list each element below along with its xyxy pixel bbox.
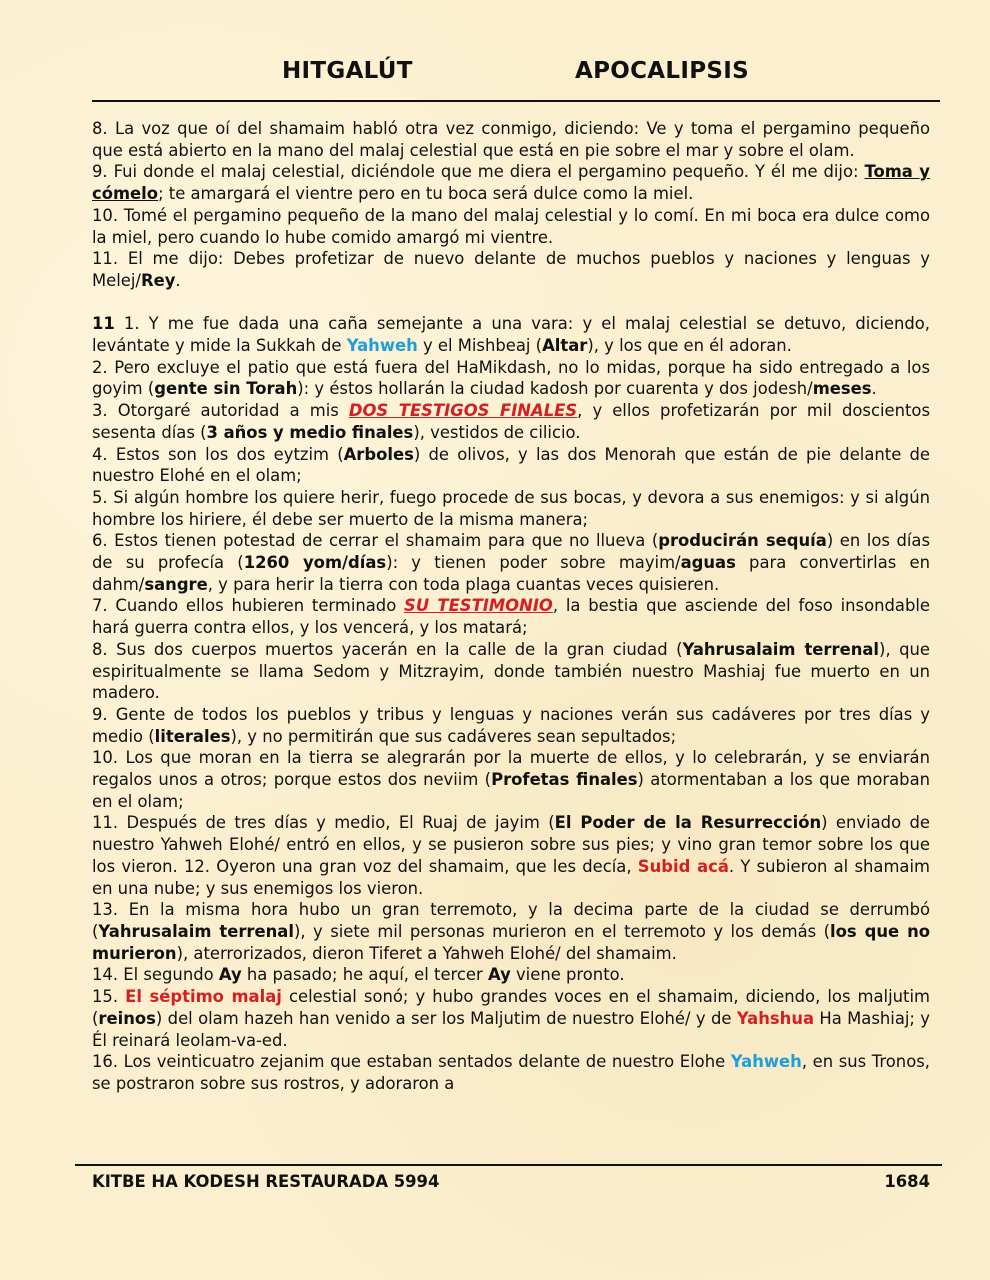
emphasis-toma: Toma y cómelo (92, 162, 930, 204)
verse-11-11: 11. Después de tres días y medio, El Ruaj de jayim (El Poder de la Resurrección) enviado de nuestro Yahweh Elohé/ entró en ellos, y se pusieron sobre sus pies; y vino gran temor sobre los que los vieron. 12. Oyeron una gran voz del shamaim, que les decía, Subid acá. Y subieron al shamaim en una nube; y sus enemigos los vieron. (92, 813, 930, 898)
verse-11-14: 14. El segundo Ay ha pasado; he aquí, el tercer Ay viene pronto. (92, 965, 625, 985)
page-footer (92, 1172, 930, 1194)
verse-11-8: 8. Sus dos cuerpos muertos yacerán en la calle de la gran ciudad (Yahrusalaim terrenal), que espiritualmente se llama Sedom y Mitzrayim, donde también nuestro Mashiaj fue muerto en un madero. (92, 639, 930, 703)
verse-11-3: 3. Otorgaré autoridad a mis DOS TESTIGOS FINALES, y ellos profetizarán por mil doscientos sesenta días (3 años y medio finales), vestidos de cilicio. (92, 401, 930, 442)
spacer (92, 292, 930, 314)
verse-11-4: 4. Estos son los dos eytzim (Arboles) de olivos, y las dos Menorah que están de pie delante de nuestro Elohé en el olam; (92, 444, 930, 486)
header-rule (92, 100, 940, 102)
verse-11-9: 9. Gente de todos los pueblos y tribus y lenguas y naciones verán sus cadáveres por tres días y medio (literales), y no permitirán que sus cadáveres sean sepultados; (92, 704, 930, 746)
verse-11-6: 6. Estos tienen potestad de cerrar el shamaim para que no llueva (producirán sequía) en los días de su profecía (1260 yom/días): y tienen poder sobre mayim/aguas para convertirlas en dahm/sangre, y para herir la tierra con toda plaga cuantas veces quisieren. (92, 531, 930, 594)
verse-10-8: 8. La voz que oí del shamaim habló otra vez conmigo, diciendo: Ve y toma el pergamino pequeño que está abierto en la mano del malaj celestial que está en pie sobre el mar y sobre el olam. (92, 119, 930, 160)
verse-10-9: 9. Fui donde el malaj celestial, diciéndole que me diera el pergamino pequeño. Y él me dijo: Toma y cómelo; te amargará el vientre pero en tu boca será dulce como la miel. (92, 162, 930, 204)
verse-11-15: 15. El séptimo malaj celestial sonó; y hubo grandes voces en el shamaim, diciendo, los maljutim (reinos) del olam hazeh han venido a ser los Maljutim de nuestro Elohé/ y de Yahshua Ha Mashiaj; y Él reinará leolam-va-ed. (92, 987, 930, 1050)
link-su-testimonio[interactable]: SU TESTIMONIO (404, 596, 553, 616)
scripture-text (92, 118, 930, 1095)
verse-10-10: 10. Tomé el pergamino pequeño de la mano del malaj celestial y lo comí. En mi boca era dulce como la miel, pero cuando lo hube comido amargó mi vientre. (92, 205, 930, 247)
header-apocalipsis: APOCALIPSIS (575, 58, 749, 84)
verse-11-16: 16. Los veinticuatro zejanim que estaban sentados delante de nuestro Elohe Yahweh, en sus Tronos, se postraron sobre sus rostros, y adoraron a (92, 1052, 930, 1093)
page-header (92, 58, 940, 88)
header-hitgalut: HITGALÚT (282, 58, 413, 84)
verse-11-2: 2. Pero excluye el patio que está fuera del HaMikdash, no lo midas, porque ha sido entregado a los goyim (gente sin Torah): y éstos hollarán la ciudad kadosh por cuarenta y dos jodesh/meses. (92, 357, 930, 399)
footer-rule (75, 1164, 942, 1166)
verse-10-11: 11. El me dijo: Debes profetizar de nuevo delante de muchos pueblos y naciones y lenguas y Melej/Rey. (92, 249, 930, 290)
link-dos-testigos[interactable]: DOS TESTIGOS FINALES (348, 401, 578, 421)
verse-11-1: 11 1. Y me fue dada una caña semejante a una vara: y el malaj celestial se detuvo, diciendo, levántate y mide la Sukkah de Yahweh y el Mishbeaj (Altar), y los que en él adoran. (92, 314, 930, 356)
verse-11-5: 5. Si algún hombre los quiere herir, fuego procede de sus bocas, y devora a sus enemigos: y si algún hombre los hiriere, él debe ser muerto de la misma manera; (92, 487, 930, 529)
chapter-number: 11 (92, 314, 115, 334)
verse-11-13: 13. En la misma hora hubo un gran terremoto, y la decima parte de la ciudad se derrumbó (Yahrusalaim terrenal), y siete mil personas murieron en el terremoto y los demás (los que no murieron), aterrorizados, dieron Tiferet a Yahweh Elohé/ del shamaim. (92, 900, 930, 963)
page-number: 1684 (884, 1172, 930, 1191)
verse-11-7: 7. Cuando ellos hubieren terminado SU TESTIMONIO, la bestia que asciende del foso insondable hará guerra contra ellos, y los vencerá, y los matará; (92, 596, 930, 638)
verse-11-10: 10. Los que moran en la tierra se alegrarán por la muerte de ellos, y lo celebrarán, y se enviarán regalos unos a otros; porque estos dos neviim (Profetas finales) atormentaban a los que moraban en el olam; (92, 748, 931, 811)
footer-book-title: KITBE HA KODESH RESTAURADA 5994 (92, 1172, 440, 1191)
